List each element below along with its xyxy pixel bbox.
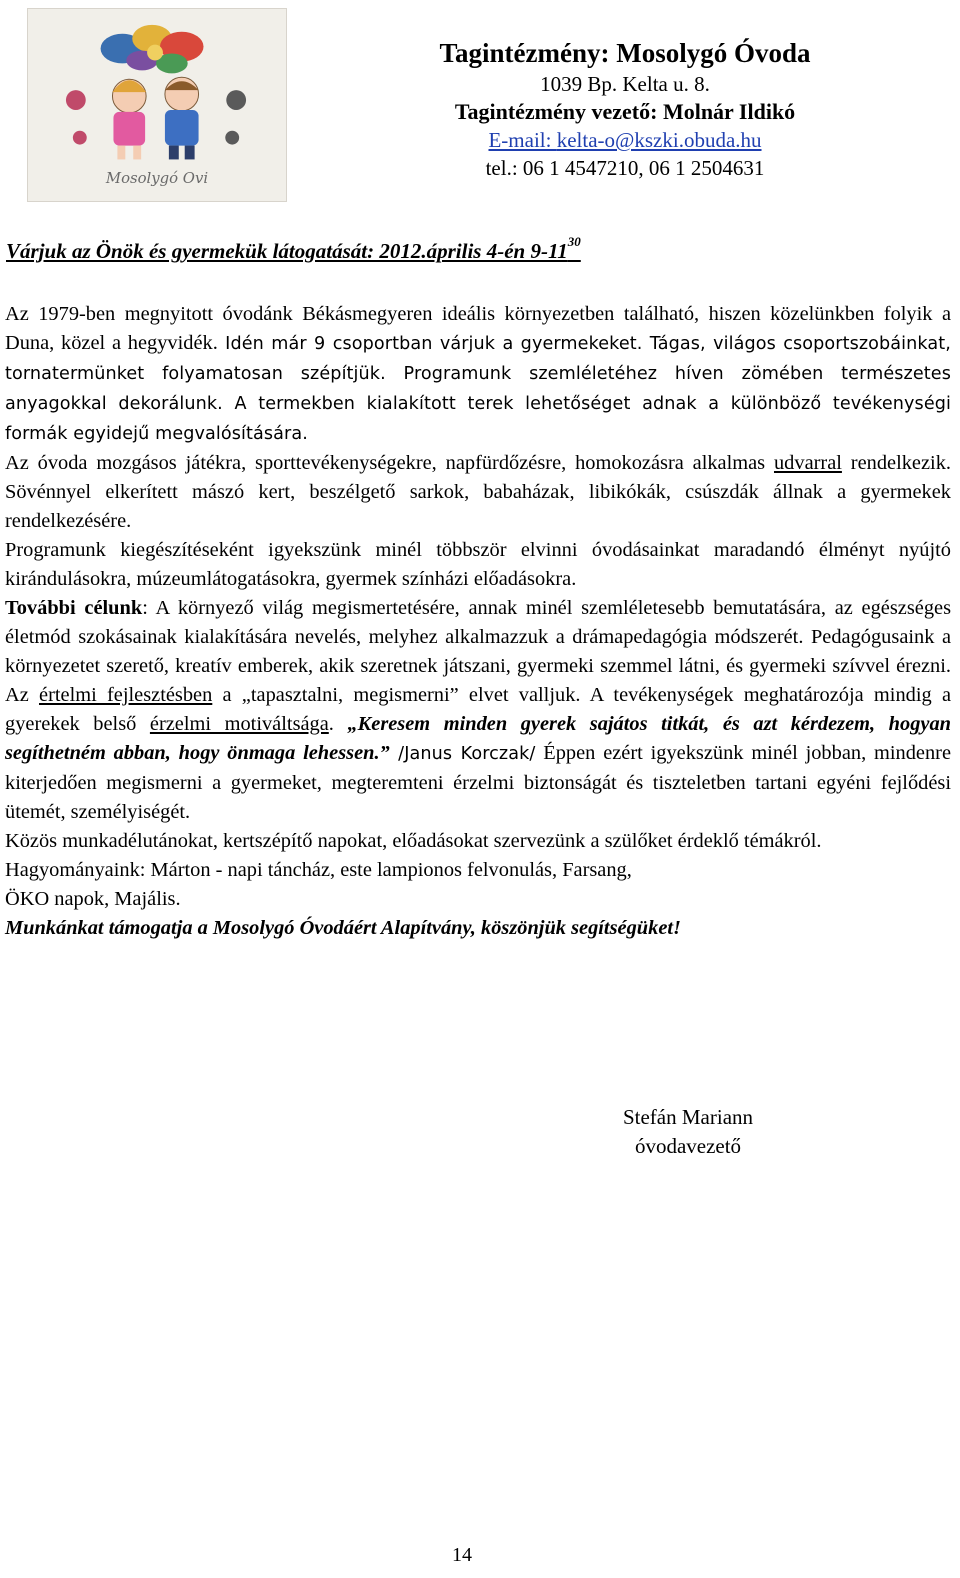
goals-text-3: . <box>328 713 348 735</box>
visit-invitation-text: Várjuk az Önök és gyermekük látogatását: 2012.április 4-én 9-11 <box>6 239 568 263</box>
korczak-quote: „Keresem minden gyerek sajátos titkát, és azt kérdezem, hogyan segíthetném abban, hogy önmaga lehessen.” <box>5 713 951 764</box>
paragraph-intro-text: Az 1979-ben megnyitott óvodánk Békásmegyeren ideális környezetben található, hiszen közelünkben folyik a Duna, közel a hegyvidék. <box>5 303 951 354</box>
visit-invitation <box>6 234 581 264</box>
quote-attribution: /Janus Korczak/ <box>389 744 536 764</box>
paragraph-events: Közös munkadélutánokat, kertszépítő napokat, előadásokat szervezünk a szülőket érdeklő témákról. <box>5 830 822 852</box>
email-line <box>400 126 850 154</box>
paragraph-traditions <box>5 856 951 914</box>
page-number: 14 <box>452 1544 472 1566</box>
closing-thanks: Munkánkat támogatja a Mosolygó Óvodáért Alapítvány, köszönjük segítségüket! <box>5 917 681 939</box>
institution-header <box>400 36 850 182</box>
goals-text-4: Éppen ezért igyekszünk minél jobban, mindenre kiterjedően megismerni a gyermeket, megteremteni érzelmi biztonságát és tiszteletben tartani egyéni fejlődési ütemét, személyiségét. <box>5 742 951 823</box>
paragraph-yard <box>5 449 951 536</box>
signature-block <box>590 1103 786 1161</box>
signature-role: óvodavezető <box>634 1134 742 1158</box>
signature-name: Stefán Mariann <box>622 1105 754 1129</box>
svg-text:Mosolygó Ovi: Mosolygó Ovi <box>105 170 209 188</box>
paragraph-programs: Programunk kiegészítéseként igyekszünk minél többször elvinni óvodásainkat maradandó élményt nyújtó kirándulásokra, múzeumlátogatásokra, gyermek színházi előadásokra. <box>5 539 951 590</box>
paragraph-groups-text: Idén már 9 csoportban várjuk a gyermekeket. Tágas, világos csoportszobáinkat, tornatermünket folyamatosan szépítjük. Programunk szemléletéhez híven zömében természetes anyagokkal dekorálunk. A termekben kialakított terek lehetőséget adnak a különböző tevékenységi formák egyidejű megvalósítására. <box>5 334 951 444</box>
paragraph-goals <box>5 594 951 827</box>
email-link[interactable]: kelta-o@kszki.obuda.hu <box>556 128 762 152</box>
paragraph-yard-text: Az óvoda mozgásos játékra, sporttevékenységekre, napfürdőzésre, homokozásra alkalmas <box>5 452 774 474</box>
emotional-motivation-underlined: érzelmi motiváltsága <box>149 713 329 735</box>
goals-text-2: a „tapasztalni, megismerni” elvet valljuk. A tevékenységek meghatározója mindig a gyerekek belső <box>5 684 951 735</box>
traditions-line-1: Hagyományaink: Márton - napi táncház, este lampionos felvonulás, Farsang, <box>5 859 632 881</box>
email-label: E-mail: <box>488 128 557 152</box>
paragraph-yard-tail: rendelkezik. <box>841 452 951 474</box>
institution-title: Tagintézmény: Mosolygó Óvoda <box>439 38 811 68</box>
kindergarten-logo <box>27 8 287 202</box>
institution-leader: Tagintézmény vezető: Molnár Ildikó <box>454 99 796 124</box>
goals-text: : A környező világ megismertetésére, annak minél szemléletesebb bemutatására, az egészséges életmód szokásainak kialakítására nevelés, melyhez alkalmazzuk a drámapedagógia módszerét. Pedagógusaink a környezetet szerető, kreatív emberek, akik szeretnek játszani, gyermeki szemmel látni, és gyermeki szívvel érezni. Az <box>5 597 952 706</box>
intellectual-development-underlined: értelmi fejlesztésben <box>39 684 213 706</box>
paragraph-garden-text: Sövénnyel elkerített mászó kert, beszélgető sarkok, babaházak, libikókák, csúszdák állnak a gyermekek rendelkezésére. <box>5 481 951 532</box>
phone-line: tel.: 06 1 4547210, 06 1 2504631 <box>485 156 765 180</box>
traditions-line-2: ÖKO napok, Majális. <box>5 888 181 910</box>
institution-address: 1039 Bp. Kelta u. 8. <box>540 72 710 96</box>
visit-invitation-minutes: 30 <box>567 234 581 249</box>
paragraph-intro <box>5 300 951 449</box>
goals-heading: További célunk <box>5 597 143 619</box>
kindergarten-logo-children-icon <box>28 9 286 201</box>
document-body <box>5 300 951 943</box>
yard-underlined: udvarral <box>773 452 842 474</box>
